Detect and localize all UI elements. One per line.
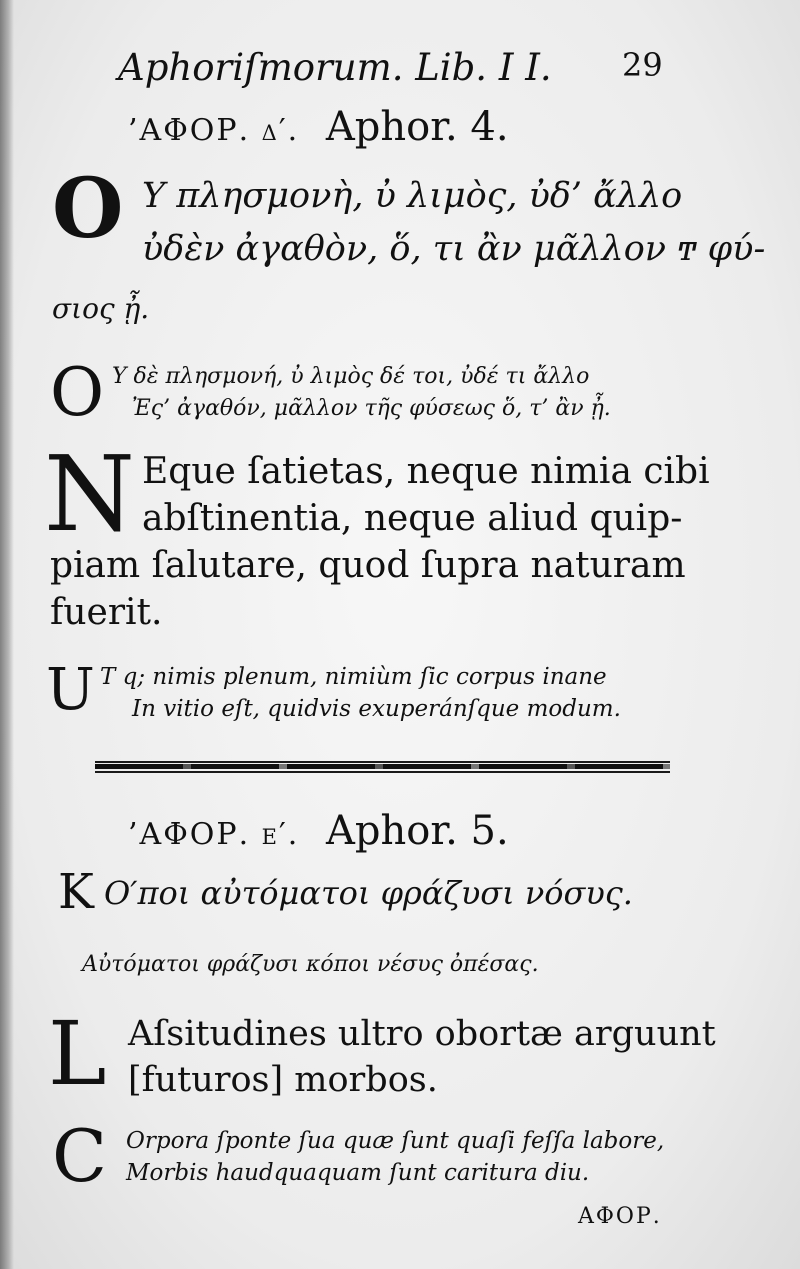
aphor4-greek-line3: σιος ᾖ. bbox=[52, 292, 150, 325]
aphor4-para-dropcap: O bbox=[50, 354, 105, 431]
catchword: ΑΦΟΡ. bbox=[578, 1204, 662, 1229]
aphor4-para-line2: Ἐς’ ἀγαθόν, μᾶλλον τῆς φύσεως ὅ, τ’ ἂν ᾖ. bbox=[132, 396, 611, 421]
page-number: 29 bbox=[622, 46, 663, 84]
aphor5-heading-greek: ’ΑΦΟΡ. ε′. bbox=[128, 817, 300, 852]
aphor5-heading bbox=[128, 808, 509, 854]
ornament-rule bbox=[95, 764, 670, 769]
aphor4-latin-line1: Eque ſatietas, neque nimia cibi bbox=[142, 451, 710, 492]
aphor4-heading bbox=[128, 104, 509, 150]
aphor4-para-line1: Υ δὲ πλησμονή, ὐ λιμὸς δέ τοι, ὐδέ τι ἄλλο bbox=[112, 364, 590, 389]
ornament-rule-bottom bbox=[95, 771, 670, 773]
aphor4-verse-dropcap: U bbox=[46, 655, 95, 723]
aphor5-latin-dropcap: L bbox=[48, 1002, 107, 1105]
aphor5-greek-dropcap: K bbox=[58, 864, 94, 920]
aphor5-verse-dropcap: C bbox=[52, 1114, 108, 1198]
aphor5-para-line1: Αὐτόματοι φράζυσι κόποι νέσυς ὀπέσας. bbox=[82, 952, 539, 977]
aphor4-greek-dropcap: O bbox=[52, 161, 124, 257]
aphor5-latin-line1: Aſsitudines ultro obortæ arguunt bbox=[128, 1014, 716, 1054]
aphor4-heading-greek: ’ΑΦΟΡ. δ′. bbox=[128, 113, 300, 148]
aphor5-verse-line2: Morbis haudquaquam ſunt caritura diu. bbox=[126, 1160, 590, 1186]
page-edge-shadow bbox=[0, 0, 14, 1269]
running-title: Aphoriſmorum. Lib. I I. bbox=[118, 46, 552, 89]
aphor5-greek-line1: Ο′ποι αὐτόματοι φράζυσι νόσυς. bbox=[104, 874, 633, 912]
aphor4-verse-line2: In vitio eſt, quidvis exuperánſque modum. bbox=[132, 696, 621, 722]
aphor4-latin-line2: abſtinentia, neque aliud quip- bbox=[142, 498, 683, 539]
aphor4-latin-dropcap: N bbox=[44, 433, 135, 555]
aphor4-verse-line1: T q; nimis plenum, nimiùm ſic corpus inane bbox=[100, 664, 607, 690]
aphor4-heading-latin: Aphor. 4. bbox=[325, 104, 509, 150]
ornament-rule-top bbox=[95, 761, 670, 763]
aphor5-latin-line2: [futuros] morbos. bbox=[128, 1060, 438, 1100]
aphor4-latin-line4: fuerit. bbox=[50, 592, 163, 633]
aphor5-verse-line1: Orpora ſponte ſua quæ ſunt quaſi feſſa labore, bbox=[126, 1128, 665, 1154]
aphor4-greek-line1: Υ πλησμονὴ, ὐ λιμὸς, ὐδ’ ἄλλο bbox=[142, 176, 683, 216]
aphor4-greek-line2: ὐδὲν ἀγαθὸν, ὅ, τι ἂν μᾶλλον ͳ φύ- bbox=[142, 229, 766, 269]
aphor5-heading-latin: Aphor. 5. bbox=[326, 808, 509, 854]
aphor4-latin-line3: piam ſalutare, quod ſupra naturam bbox=[50, 545, 686, 586]
